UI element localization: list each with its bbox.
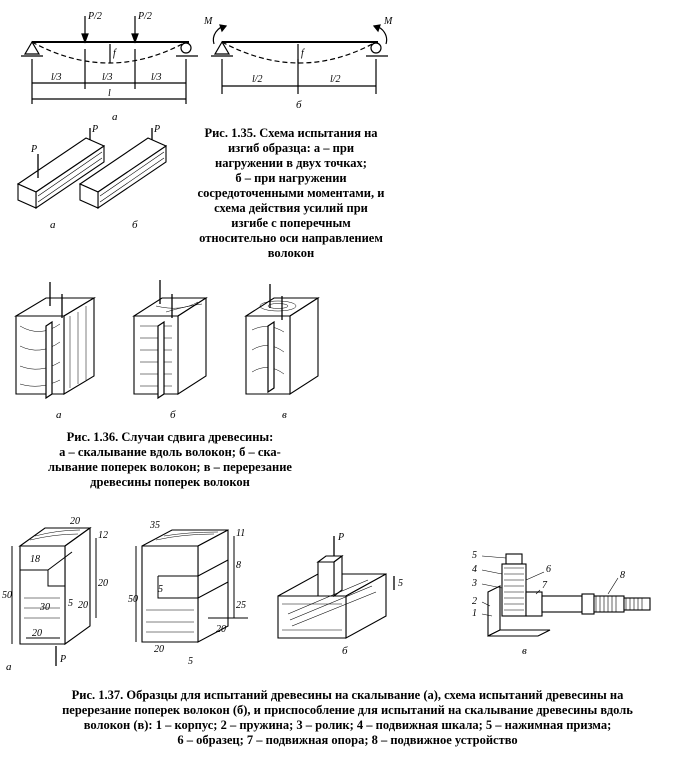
fig135-caption: Рис. 1.35. Схема испытания на изгиб образца: а – при нагружении в двух точках; б – при нагружении сосредоточенными моментами, и схема действия усилий при изгибе с поперечным относительно оси направлением волокон	[197, 126, 385, 260]
span-label: l/3	[151, 72, 162, 83]
subfigure-label: а	[50, 219, 56, 231]
deflection-label: f	[113, 48, 116, 59]
dim-label: 5	[398, 578, 403, 589]
part-number: 2	[472, 596, 477, 607]
span-label: l/3	[102, 72, 113, 83]
subfigure-label: в	[282, 409, 287, 421]
part-number: 6	[546, 564, 551, 575]
dim-label: 5	[68, 598, 73, 609]
dim-label: 20	[70, 516, 80, 527]
load-label: P	[60, 654, 67, 665]
dim-label: 18	[30, 554, 40, 565]
fig137-device	[470, 544, 675, 660]
dim-label: 20	[154, 644, 164, 655]
fig137-caption: Рис. 1.37. Образцы для испытаний древесины на скалывание (а), схема испытаний древесины на перерезание поперек волокон (б), и приспособление для испытаний на скалывание древесины вдоль волокон (в): 1 – корпус; 2 – пружина; 3 – ролик; 4 – подвижная шкала; 5 – нажимная призма; 6 – образец; 7 – подвижная опора; 8 – подвижное устройство	[62, 688, 633, 747]
dim-label: 5	[158, 584, 163, 595]
fig137-block-b	[128, 518, 258, 668]
span-label: l/2	[252, 74, 263, 85]
subfigure-label: а	[112, 111, 118, 122]
part-number: 3	[472, 578, 477, 589]
dim-label: 35	[150, 520, 160, 531]
load-label: P/2	[88, 11, 102, 22]
deflection-label: f	[301, 48, 304, 59]
dim-label: 8	[236, 560, 241, 571]
span-label: l/3	[51, 72, 62, 83]
fig136-blocks	[6, 276, 336, 426]
load-label: P/2	[138, 11, 152, 22]
load-label: P	[338, 532, 345, 543]
dim-label: 20	[78, 600, 88, 611]
span-label: l/2	[330, 74, 341, 85]
subfigure-label: а	[56, 409, 62, 421]
dim-label: 11	[236, 528, 246, 539]
fig135-beam-b	[200, 4, 400, 122]
fig135-bars	[8, 122, 188, 252]
load-label: P	[31, 144, 38, 155]
dim-label: 12	[98, 530, 108, 541]
part-number: 1	[472, 608, 477, 619]
part-number: 8	[620, 570, 625, 581]
moment-label: M	[384, 16, 393, 27]
dim-label: 5	[188, 656, 193, 667]
subfigure-label: в	[522, 645, 527, 657]
subfigure-label: б	[296, 99, 302, 111]
fig135-beam-a	[14, 4, 204, 122]
dim-label: 50	[2, 590, 12, 601]
dim-label: 30	[40, 602, 50, 613]
fig137-block-c	[268, 530, 418, 660]
dim-label: 20	[32, 628, 42, 639]
fig136-caption: Рис. 1.36. Случаи сдвига древесины: а – скалывание вдоль волокон; б – ска- лывание поперек волокон; в – перерезание древесины поперек волокон	[48, 430, 292, 489]
dim-label: 50	[128, 594, 138, 605]
subfigure-label: б	[342, 645, 348, 657]
fig137-block-a	[0, 508, 130, 676]
load-label: P	[92, 124, 99, 135]
moment-label: M	[204, 16, 213, 27]
load-label: P	[154, 124, 161, 135]
dim-label: 25	[236, 600, 246, 611]
subfigure-label: а	[6, 661, 12, 673]
part-number: 5	[472, 550, 477, 561]
dim-label: 20	[216, 624, 226, 635]
dim-label: 20	[98, 578, 108, 589]
part-number: 7	[542, 580, 547, 591]
subfigure-label: б	[170, 409, 176, 421]
subfigure-label: б	[132, 219, 138, 231]
span-total-label: l	[108, 88, 111, 99]
part-number: 4	[472, 564, 477, 575]
